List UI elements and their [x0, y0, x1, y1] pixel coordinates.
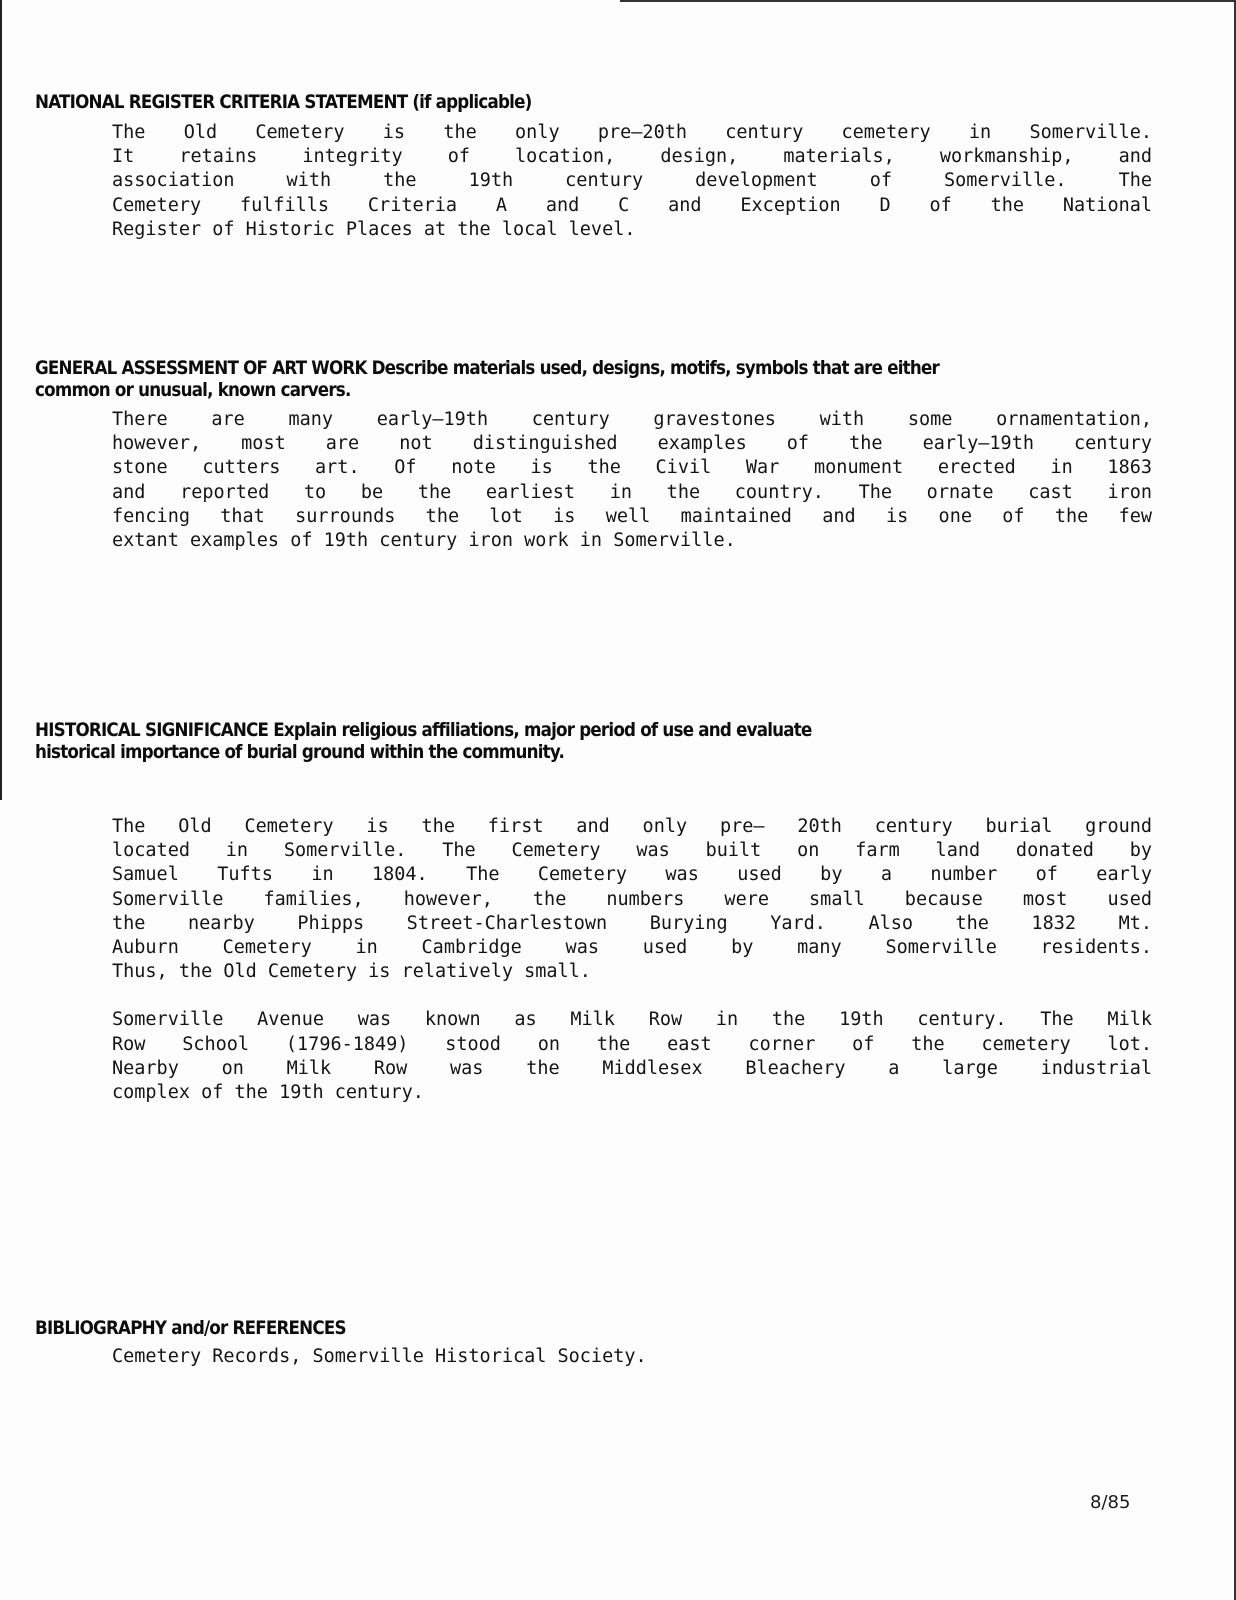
art-line: and reported to be the earliest in the country. The ornate cast iron	[112, 481, 1152, 503]
bib-line: Cemetery Records, Somerville Historical Society.	[112, 1346, 647, 1367]
paragraph-gap	[112, 984, 1152, 1008]
nrc-body	[112, 121, 1152, 242]
hist-line: the nearby Phipps Street-Charlestown Burying Yard. Also the 1832 Mt.	[112, 912, 1152, 934]
hist-heading	[35, 719, 917, 742]
scan-edge-left	[0, 0, 2, 800]
hist-line: Somerville Avenue was known as Milk Row in the 19th century. The Milk	[112, 1009, 1152, 1031]
bib-heading-text: BIBLIOGRAPHY and/or REFERENCES	[35, 1317, 346, 1339]
hist-body	[112, 815, 1152, 1105]
nrc-line: It retains integrity of location, design, materials, workmanship, and	[112, 146, 1152, 168]
hist-heading-line2	[35, 741, 636, 764]
nrc-line: Register of Historic Places at the local level.	[112, 218, 636, 240]
hist-line: Auburn Cemetery in Cambridge was used by many Somerville residents.	[112, 937, 1152, 959]
art-line: extant examples of 19th century iron work in Somerville.	[112, 530, 736, 552]
art-heading-text: GENERAL ASSESSMENT OF ART WORK Describe materials used, designs, motifs, symbols that are either	[35, 357, 939, 379]
art-heading	[35, 357, 1062, 380]
art-line: however, most are not distinguished examples of the early—19th century	[112, 433, 1152, 455]
hist-line: located in Somerville. The Cemetery was built on farm land donated by	[112, 840, 1152, 862]
hist-line: Somerville families, however, the numbers were small because most used	[112, 888, 1152, 910]
nrc-line: The Old Cemetery is the only pre—20th century cemetery in Somerville.	[112, 122, 1152, 143]
hist-line: Row School (1796-1849) stood on the east corner of the cemetery lot.	[112, 1033, 1152, 1055]
nrc-line: association with the 19th century development of Somerville. The	[112, 170, 1152, 192]
hist-line: Thus, the Old Cemetery is relatively small.	[112, 961, 591, 983]
hist-line: complex of the 19th century.	[112, 1082, 424, 1104]
bib-body	[112, 1345, 1152, 1369]
hist-line: The Old Cemetery is the first and only pre— 20th century burial ground	[112, 816, 1152, 837]
art-heading-line2	[35, 379, 394, 402]
art-line: fencing that surrounds the lot is well maintained and is one of the few	[112, 505, 1152, 527]
art-heading-text-2: common or unusual, known carvers.	[35, 379, 351, 401]
nrc-heading-text: NATIONAL REGISTER CRITERIA STATEMENT (if applicable)	[35, 91, 532, 113]
bib-heading	[35, 1317, 388, 1340]
hist-line: Samuel Tufts in 1804. The Cemetery was used by a number of early	[112, 864, 1152, 886]
art-line: There are many early—19th century gravestones with some ornamentation,	[112, 409, 1152, 430]
nrc-line: Cemetery fulfills Criteria A and C and Exception D of the National	[112, 194, 1152, 216]
art-line: stone cutters art. Of note is the Civil War monument erected in 1863	[112, 457, 1152, 479]
nrc-heading	[35, 91, 599, 114]
hist-heading-text-2: historical importance of burial ground within the community.	[35, 741, 565, 763]
page-number: 8/85	[1090, 1492, 1131, 1513]
art-body	[112, 408, 1152, 553]
scan-edge-top	[620, 0, 1236, 2]
hist-heading-text: HISTORICAL SIGNIFICANCE Explain religious affiliations, major period of use and evaluate	[35, 719, 812, 741]
hist-line: Nearby on Milk Row was the Middlesex Bleachery a large industrial	[112, 1057, 1152, 1079]
